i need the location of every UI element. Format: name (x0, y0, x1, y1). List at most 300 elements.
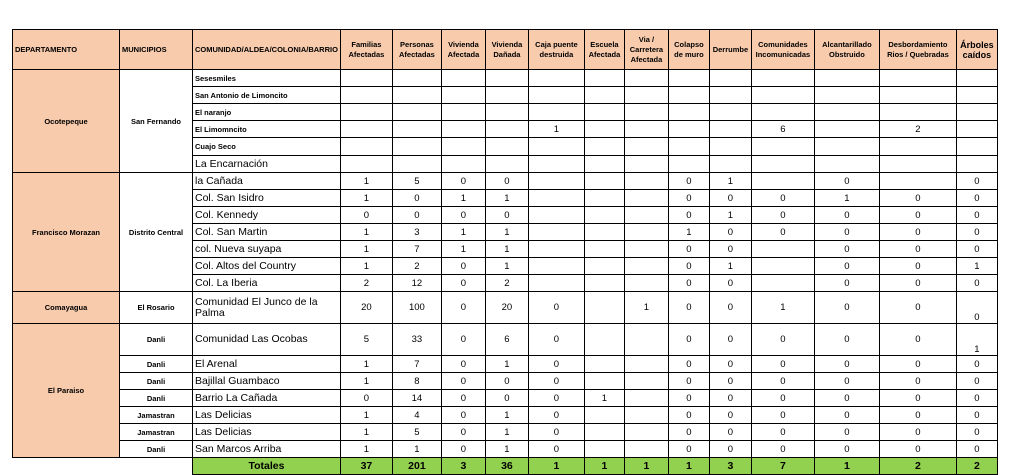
value-cell: 0 (956, 356, 997, 373)
value-cell (624, 407, 668, 424)
value-cell: 0 (668, 292, 709, 324)
value-cell: 0 (956, 190, 997, 207)
value-cell: 0 (879, 241, 956, 258)
value-cell: 0 (441, 258, 485, 275)
value-cell: 1 (709, 207, 751, 224)
value-cell (528, 104, 584, 121)
value-cell: 0 (668, 173, 709, 190)
value-cell: 1 (956, 258, 997, 275)
value-cell (624, 241, 668, 258)
value-cell (879, 70, 956, 87)
table-row (13, 441, 998, 458)
value-cell: 0 (668, 190, 709, 207)
value-cell (624, 173, 668, 190)
community-cell: Col. San Martin (193, 224, 341, 241)
value-cell: 0 (441, 275, 485, 292)
value-cell: 4 (392, 407, 441, 424)
value-cell: 0 (485, 373, 528, 390)
value-cell: 0 (814, 407, 879, 424)
value-cell: 0 (441, 407, 485, 424)
blank-cell (120, 458, 193, 475)
value-cell: 0 (528, 441, 584, 458)
value-cell: 0 (879, 441, 956, 458)
damage-report-table (12, 29, 998, 475)
value-cell (956, 87, 997, 104)
department-cell: Comayagua (13, 292, 120, 324)
value-cell: 0 (668, 424, 709, 441)
value-cell: 0 (340, 207, 392, 224)
value-cell: 1 (441, 190, 485, 207)
value-cell (956, 121, 997, 138)
community-cell: col. Nueva suyapa (193, 241, 341, 258)
value-cell: 1 (485, 241, 528, 258)
value-cell (814, 104, 879, 121)
total-value-cell: 1 (624, 458, 668, 475)
value-cell (624, 104, 668, 121)
department-cell: Francisco Morazan (13, 173, 120, 292)
header-vivienda-afectada: Vivienda Afectada (441, 30, 485, 70)
value-cell (340, 156, 392, 173)
value-cell: 0 (709, 424, 751, 441)
value-cell (751, 275, 814, 292)
value-cell (751, 138, 814, 156)
value-cell: 0 (879, 258, 956, 275)
value-cell: 0 (879, 324, 956, 356)
value-cell (528, 207, 584, 224)
value-cell: 0 (879, 224, 956, 241)
value-cell: 0 (528, 390, 584, 407)
community-cell: Sesesmiles (193, 70, 341, 87)
value-cell (528, 138, 584, 156)
value-cell: 1 (392, 441, 441, 458)
value-cell: 1 (340, 356, 392, 373)
value-cell (668, 87, 709, 104)
value-cell: 0 (956, 173, 997, 190)
value-cell: 0 (668, 441, 709, 458)
value-cell (879, 173, 956, 190)
value-cell: 7 (392, 356, 441, 373)
value-cell: 1 (485, 190, 528, 207)
value-cell (624, 441, 668, 458)
value-cell: 0 (751, 190, 814, 207)
value-cell (584, 70, 624, 87)
value-cell: 0 (441, 373, 485, 390)
value-cell (340, 121, 392, 138)
department-cell: Ocotepeque (13, 70, 120, 173)
value-cell: 0 (879, 407, 956, 424)
value-cell (340, 70, 392, 87)
value-cell (340, 104, 392, 121)
blank-cell (13, 458, 120, 475)
value-cell: 0 (956, 441, 997, 458)
community-cell: Col. San Isidro (193, 190, 341, 207)
value-cell (624, 207, 668, 224)
value-cell (584, 424, 624, 441)
totals-row (13, 458, 998, 475)
value-cell: 0 (528, 407, 584, 424)
value-cell: 1 (340, 407, 392, 424)
value-cell (751, 241, 814, 258)
value-cell: 0 (528, 292, 584, 324)
value-cell: 0 (814, 292, 879, 324)
community-cell: Col. Altos del Country (193, 258, 341, 275)
value-cell (485, 87, 528, 104)
value-cell (709, 138, 751, 156)
value-cell (528, 156, 584, 173)
value-cell: 1 (709, 258, 751, 275)
value-cell: 0 (751, 390, 814, 407)
total-value-cell: 37 (340, 458, 392, 475)
value-cell: 0 (814, 241, 879, 258)
table-row (13, 70, 998, 87)
value-cell (956, 104, 997, 121)
value-cell (485, 70, 528, 87)
value-cell (441, 138, 485, 156)
value-cell (584, 356, 624, 373)
value-cell: 0 (441, 173, 485, 190)
value-cell (392, 104, 441, 121)
header-municipios: MUNICIPIOS (120, 30, 193, 70)
value-cell (751, 156, 814, 173)
community-cell: La Encarnación (193, 156, 341, 173)
value-cell (624, 121, 668, 138)
total-value-cell: 1 (528, 458, 584, 475)
value-cell (584, 441, 624, 458)
value-cell (814, 70, 879, 87)
total-value-cell: 1 (668, 458, 709, 475)
value-cell: 0 (709, 275, 751, 292)
value-cell: 2 (485, 275, 528, 292)
value-cell (814, 156, 879, 173)
value-cell: 0 (709, 356, 751, 373)
value-cell (956, 156, 997, 173)
value-cell: 1 (584, 390, 624, 407)
value-cell (584, 121, 624, 138)
value-cell (709, 121, 751, 138)
value-cell: 1 (340, 441, 392, 458)
value-cell: 0 (814, 173, 879, 190)
value-cell (751, 173, 814, 190)
value-cell (814, 87, 879, 104)
total-value-cell: 3 (709, 458, 751, 475)
value-cell: 0 (441, 356, 485, 373)
value-cell: 0 (751, 424, 814, 441)
value-cell: 3 (392, 224, 441, 241)
community-cell: Comunidad El Junco de la Palma (193, 292, 341, 324)
value-cell (709, 87, 751, 104)
municipio-cell: San Fernando (120, 70, 193, 173)
value-cell: 1 (340, 173, 392, 190)
value-cell: 0 (879, 275, 956, 292)
community-cell: Las Delicias (193, 424, 341, 441)
value-cell: 0 (956, 275, 997, 292)
total-value-cell: 7 (751, 458, 814, 475)
value-cell (584, 241, 624, 258)
value-cell (624, 275, 668, 292)
value-cell: 0 (956, 224, 997, 241)
total-value-cell: 1 (584, 458, 624, 475)
value-cell (441, 70, 485, 87)
community-cell: San Antonio de Limoncito (193, 87, 341, 104)
value-cell: 0 (709, 407, 751, 424)
value-cell: 0 (956, 207, 997, 224)
total-value-cell: 2 (879, 458, 956, 475)
table-row (13, 173, 998, 190)
municipio-cell: Danli (120, 441, 193, 458)
value-cell (528, 241, 584, 258)
value-cell: 1 (485, 258, 528, 275)
value-cell: 1 (485, 224, 528, 241)
value-cell (624, 258, 668, 275)
value-cell (485, 156, 528, 173)
value-cell: 1 (340, 373, 392, 390)
value-cell: 0 (485, 390, 528, 407)
value-cell (528, 224, 584, 241)
value-cell: 0 (751, 356, 814, 373)
value-cell: 1 (441, 224, 485, 241)
value-cell (624, 224, 668, 241)
value-cell (485, 121, 528, 138)
value-cell (584, 156, 624, 173)
value-cell: 0 (879, 356, 956, 373)
value-cell: 0 (751, 224, 814, 241)
value-cell (584, 138, 624, 156)
header-caja-puente: Caja puente destruida (528, 30, 584, 70)
value-cell (751, 104, 814, 121)
value-cell (441, 87, 485, 104)
community-cell: San Marcos Arriba (193, 441, 341, 458)
value-cell (624, 138, 668, 156)
value-cell: 0 (751, 407, 814, 424)
value-cell: 1 (441, 241, 485, 258)
value-cell (668, 70, 709, 87)
value-cell: 0 (879, 207, 956, 224)
value-cell: 0 (956, 390, 997, 407)
value-cell (751, 70, 814, 87)
value-cell: 0 (956, 292, 997, 324)
value-cell: 1 (340, 224, 392, 241)
community-cell: Bajillal Guambaco (193, 373, 341, 390)
community-cell: Cuajo Seco (193, 138, 341, 156)
value-cell: 0 (668, 407, 709, 424)
value-cell (584, 373, 624, 390)
municipio-cell: Jamastran (120, 407, 193, 424)
value-cell: 7 (392, 241, 441, 258)
header-escuela: Escuela Afectada (584, 30, 624, 70)
value-cell (624, 356, 668, 373)
value-cell (956, 138, 997, 156)
value-cell (624, 324, 668, 356)
value-cell: 0 (441, 324, 485, 356)
header-derrumbe: Derrumbe (709, 30, 751, 70)
value-cell: 0 (751, 373, 814, 390)
value-cell: 20 (340, 292, 392, 324)
value-cell: 6 (485, 324, 528, 356)
value-cell: 0 (485, 207, 528, 224)
value-cell (584, 104, 624, 121)
value-cell (709, 70, 751, 87)
value-cell: 0 (751, 207, 814, 224)
value-cell: 0 (709, 241, 751, 258)
value-cell: 0 (709, 324, 751, 356)
value-cell: 0 (441, 441, 485, 458)
header-arboles: Árboles caídos (956, 30, 997, 70)
value-cell: 0 (668, 373, 709, 390)
value-cell (709, 104, 751, 121)
community-cell: El Arenal (193, 356, 341, 373)
header-row (13, 30, 998, 70)
header-colapso-muro: Colapso de muro (668, 30, 709, 70)
value-cell: 0 (814, 224, 879, 241)
value-cell: 0 (485, 173, 528, 190)
community-cell: Comunidad Las Ocobas (193, 324, 341, 356)
value-cell: 100 (392, 292, 441, 324)
community-cell: El Limomncito (193, 121, 341, 138)
value-cell: 1 (709, 173, 751, 190)
value-cell: 0 (668, 390, 709, 407)
value-cell: 0 (879, 190, 956, 207)
value-cell: 2 (879, 121, 956, 138)
community-cell: Col. Kennedy (193, 207, 341, 224)
department-cell: El Paraiso (13, 324, 120, 458)
value-cell: 0 (814, 390, 879, 407)
value-cell (624, 390, 668, 407)
value-cell (441, 121, 485, 138)
value-cell (528, 173, 584, 190)
value-cell: 20 (485, 292, 528, 324)
table-row (13, 390, 998, 407)
value-cell: 5 (392, 173, 441, 190)
value-cell: 0 (668, 356, 709, 373)
value-cell: 1 (340, 241, 392, 258)
value-cell (584, 258, 624, 275)
value-cell: 0 (879, 424, 956, 441)
value-cell: 1 (340, 190, 392, 207)
value-cell (668, 104, 709, 121)
value-cell: 0 (441, 292, 485, 324)
value-cell: 0 (528, 373, 584, 390)
header-alcantarillado: Alcantarillado Obstruido (814, 30, 879, 70)
value-cell: 2 (392, 258, 441, 275)
value-cell: 0 (528, 324, 584, 356)
value-cell: 0 (668, 275, 709, 292)
value-cell: 0 (814, 441, 879, 458)
value-cell (340, 138, 392, 156)
value-cell (624, 70, 668, 87)
community-cell: Barrio La Cañada (193, 390, 341, 407)
value-cell: 1 (814, 190, 879, 207)
value-cell (584, 324, 624, 356)
value-cell: 1 (956, 324, 997, 356)
value-cell: 0 (879, 373, 956, 390)
value-cell (584, 407, 624, 424)
value-cell (392, 87, 441, 104)
value-cell (528, 258, 584, 275)
value-cell: 0 (709, 373, 751, 390)
value-cell: 5 (392, 424, 441, 441)
header-comunidad: COMUNIDAD/ALDEA/COLONIA/BARRIO (193, 30, 341, 70)
value-cell: 0 (709, 390, 751, 407)
value-cell: 0 (879, 292, 956, 324)
header-desbordamiento: Desbordamiento Rios / Quebradas (879, 30, 956, 70)
community-cell: El naranjo (193, 104, 341, 121)
value-cell (879, 138, 956, 156)
value-cell (668, 121, 709, 138)
value-cell (528, 70, 584, 87)
value-cell: 0 (340, 390, 392, 407)
value-cell (879, 156, 956, 173)
value-cell: 0 (956, 407, 997, 424)
value-cell: 0 (751, 324, 814, 356)
value-cell: 0 (441, 390, 485, 407)
municipio-cell: Danli (120, 390, 193, 407)
header-familias: Familias Afectadas (340, 30, 392, 70)
value-cell (528, 87, 584, 104)
value-cell: 14 (392, 390, 441, 407)
table-row (13, 292, 998, 324)
municipio-cell: Jamastran (120, 424, 193, 441)
community-cell: Las Delicias (193, 407, 341, 424)
value-cell: 6 (751, 121, 814, 138)
value-cell: 0 (668, 207, 709, 224)
header-vivienda-danada: Vivienda Dañada (485, 30, 528, 70)
value-cell: 1 (528, 121, 584, 138)
value-cell (624, 156, 668, 173)
value-cell (584, 275, 624, 292)
value-cell: 1 (340, 258, 392, 275)
community-cell: Col. La Iberia (193, 275, 341, 292)
municipio-cell: Distrito Central (120, 173, 193, 292)
value-cell: 0 (879, 390, 956, 407)
table-row (13, 356, 998, 373)
municipio-cell: Danli (120, 373, 193, 390)
value-cell (624, 190, 668, 207)
value-cell (528, 275, 584, 292)
value-cell: 0 (956, 373, 997, 390)
value-cell (392, 121, 441, 138)
value-cell: 0 (814, 356, 879, 373)
value-cell: 0 (956, 424, 997, 441)
value-cell: 0 (814, 207, 879, 224)
total-value-cell: 3 (441, 458, 485, 475)
header-personas: Personas Afectadas (392, 30, 441, 70)
table-row (13, 373, 998, 390)
value-cell (879, 104, 956, 121)
value-cell: 0 (668, 241, 709, 258)
total-value-cell: 2 (956, 458, 997, 475)
value-cell (814, 121, 879, 138)
value-cell: 1 (485, 356, 528, 373)
value-cell: 0 (709, 292, 751, 324)
community-cell: la Cañada (193, 173, 341, 190)
value-cell: 0 (441, 424, 485, 441)
header-via-carretera: Via / Carretera Afectada (624, 30, 668, 70)
value-cell (956, 70, 997, 87)
value-cell (584, 207, 624, 224)
header-departamento: DEPARTAMENTO (13, 30, 120, 70)
value-cell: 0 (814, 275, 879, 292)
value-cell: 1 (340, 424, 392, 441)
table-row (13, 324, 998, 356)
value-cell (814, 138, 879, 156)
value-cell: 2 (340, 275, 392, 292)
value-cell (584, 292, 624, 324)
value-cell: 0 (392, 207, 441, 224)
value-cell (340, 87, 392, 104)
value-cell (668, 156, 709, 173)
value-cell: 0 (814, 373, 879, 390)
total-value-cell: 1 (814, 458, 879, 475)
